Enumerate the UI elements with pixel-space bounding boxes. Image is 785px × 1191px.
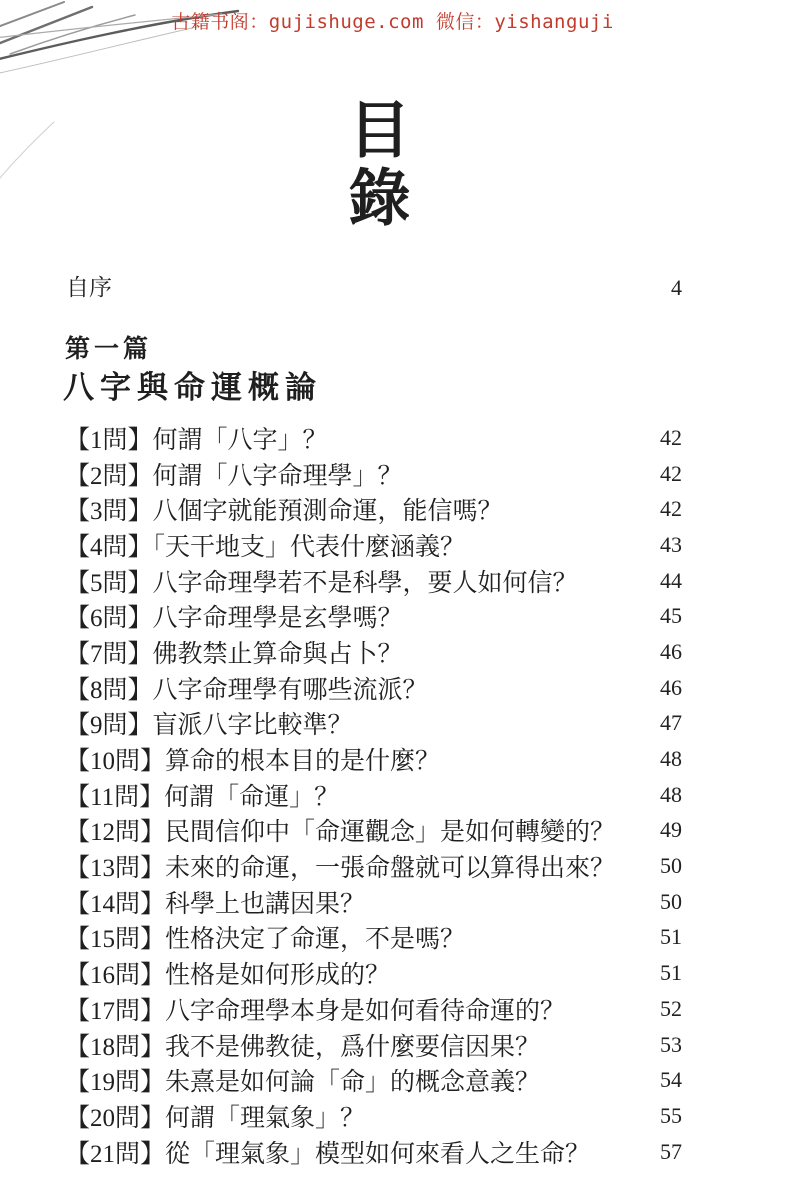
toc-entry <box>65 670 682 706</box>
toc-entry-page: 48 <box>660 781 682 807</box>
toc-entry-text <box>65 919 465 955</box>
toc-entry-page: 55 <box>660 1102 682 1128</box>
toc-entry-title: 盲派八字比較準？ <box>152 712 353 740</box>
toc-entry-page: 51 <box>660 960 682 986</box>
toc-entry-title: 科學上也講因果？ <box>165 890 366 918</box>
toc-entry-text <box>65 670 428 706</box>
toc-entry-text <box>65 1062 540 1098</box>
preface-page-number: 4 <box>671 275 682 300</box>
toc-entry-title: 八個字就能預測命運，能信嗎？ <box>152 498 503 526</box>
toc-entry-title: 何謂「八字」？ <box>152 426 328 454</box>
watermark-header: 古籍书阁：gujishuge.com 微信：yishanguji <box>171 11 614 33</box>
toc-entry-title: 八字命理學有哪些流派？ <box>152 676 428 704</box>
toc-entry-number: 【5問】 <box>65 569 153 597</box>
toc-entry-text <box>65 1098 365 1134</box>
toc-entry-title: 八字命理學本身是如何看待命運的？ <box>165 997 566 1025</box>
toc-entry-number: 【17問】 <box>65 997 166 1025</box>
toc-entry-number: 【21問】 <box>65 1140 166 1168</box>
toc-entry-page: 47 <box>660 710 682 736</box>
toc-entry-title: 「天干地支」代表什麼涵義？ <box>152 533 466 561</box>
toc-entry-number: 【20問】 <box>65 1104 166 1132</box>
toc-entry-page: 42 <box>660 496 682 522</box>
toc-entry-number: 【4問】 <box>65 533 153 561</box>
toc-entry-page: 54 <box>660 1067 682 1093</box>
toc-entry-number: 【3問】 <box>65 498 153 526</box>
toc-entry-title: 何謂「理氣象」？ <box>165 1104 366 1132</box>
toc-entry-text <box>65 884 365 920</box>
toc-entry <box>65 991 682 1027</box>
toc-entry-number: 【15問】 <box>65 926 166 954</box>
toc-entry-title: 何謂「八字命理學」？ <box>152 462 403 490</box>
toc-entry <box>65 1062 682 1098</box>
toc-entry-title: 未來的命運，一張命盤就可以算得出來？ <box>165 855 616 883</box>
preface-label: 自序 <box>66 275 112 300</box>
toc-entry <box>65 813 682 849</box>
toc-entry-text <box>65 598 403 634</box>
toc-entry <box>65 598 682 634</box>
toc-entry <box>65 706 682 742</box>
toc-entry-title: 民間信仰中「命運觀念」是如何轉變的？ <box>165 819 616 847</box>
toc-entry-text <box>65 848 615 884</box>
toc-entry-number: 【8問】 <box>65 676 153 704</box>
toc-list <box>65 420 682 1169</box>
toc-entry <box>65 955 682 991</box>
toc-entry-page: 48 <box>660 746 682 772</box>
preface-row <box>66 269 682 302</box>
toc-entry-title: 性格決定了命運，不是嗎？ <box>165 926 466 954</box>
toc-entry <box>65 1134 682 1170</box>
section-title: 八字與命運概論 <box>63 370 322 405</box>
toc-entry <box>65 420 682 456</box>
toc-entry-text <box>65 491 503 527</box>
toc-entry-number: 【19問】 <box>65 1069 166 1097</box>
toc-entry <box>65 527 682 563</box>
toc-entry-number: 【16問】 <box>65 962 166 990</box>
toc-entry-text <box>65 812 615 848</box>
toc-entry-title: 八字命理學是玄學嗎？ <box>152 605 403 633</box>
toc-entry-page: 53 <box>660 1031 682 1057</box>
toc-entry-number: 【10問】 <box>65 748 166 776</box>
toc-entry-page: 51 <box>660 924 682 950</box>
toc-entry-text <box>65 1027 540 1063</box>
toc-entry-text <box>65 563 578 599</box>
section-part-label: 第一篇 <box>65 336 153 363</box>
toc-entry-page: 46 <box>660 674 682 700</box>
toc-entry-text <box>65 955 390 991</box>
toc-entry-number: 【2問】 <box>65 462 153 490</box>
toc-entry <box>65 741 682 777</box>
toc-entry-page: 44 <box>660 567 682 593</box>
toc-entry-page: 52 <box>660 995 682 1021</box>
toc-entry-title: 佛教禁止算命與占卜？ <box>152 640 403 668</box>
toc-entry-number: 【11問】 <box>65 783 165 811</box>
toc-entry-page: 42 <box>660 424 682 450</box>
toc-entry-number: 【1問】 <box>65 426 153 454</box>
toc-entry <box>65 634 682 670</box>
toc-entry-number: 【14問】 <box>65 890 166 918</box>
toc-entry-title: 我不是佛教徒，爲什麼要信因果？ <box>165 1033 541 1061</box>
toc-entry <box>65 456 682 492</box>
toc-entry-number: 【7問】 <box>65 640 153 668</box>
toc-entry-title: 何謂「命運」？ <box>164 783 340 811</box>
toc-entry-page: 50 <box>660 853 682 879</box>
toc-entry-page: 50 <box>660 888 682 914</box>
toc-entry-title: 朱熹是如何論「命」的概念意義？ <box>165 1069 541 1097</box>
toc-entry-number: 【13問】 <box>65 855 166 883</box>
toc-entry-title: 算命的根本目的是什麼？ <box>165 748 441 776</box>
toc-entry-text <box>65 456 403 492</box>
toc-entry-text <box>65 420 328 456</box>
toc-entry <box>65 920 682 956</box>
toc-entry-text <box>65 741 440 777</box>
toc-entry-number: 【12問】 <box>65 819 166 847</box>
toc-entry-page: 57 <box>660 1138 682 1164</box>
toc-entry <box>65 563 682 599</box>
toc-entry-text <box>65 991 565 1027</box>
toc-entry-text <box>65 527 465 563</box>
toc-entry <box>65 848 682 884</box>
toc-entry-text <box>65 1134 590 1170</box>
toc-entry <box>65 777 682 813</box>
toc-entry <box>65 884 682 920</box>
toc-entry <box>65 1098 682 1134</box>
toc-entry-page: 49 <box>660 817 682 843</box>
toc-entry-title: 從「理氣象」模型如何來看人之生命？ <box>165 1140 591 1168</box>
toc-entry-text <box>65 777 339 813</box>
toc-entry-number: 【6問】 <box>65 605 153 633</box>
toc-entry-text <box>65 634 403 670</box>
toc-entry <box>65 491 682 527</box>
toc-entry-number: 【9問】 <box>65 712 153 740</box>
toc-entry-title: 八字命理學若不是科學，要人如何信？ <box>152 569 578 597</box>
page-title: 目錄 <box>338 97 407 233</box>
toc-entry-page: 43 <box>660 531 682 557</box>
toc-entry-page: 46 <box>660 638 682 664</box>
toc-entry-page: 45 <box>660 603 682 629</box>
toc-entry-text <box>65 705 353 741</box>
toc-entry-number: 【18問】 <box>65 1033 166 1061</box>
toc-entry-page: 42 <box>660 460 682 486</box>
toc-entry-title: 性格是如何形成的？ <box>165 962 391 990</box>
toc-entry <box>65 1027 682 1063</box>
